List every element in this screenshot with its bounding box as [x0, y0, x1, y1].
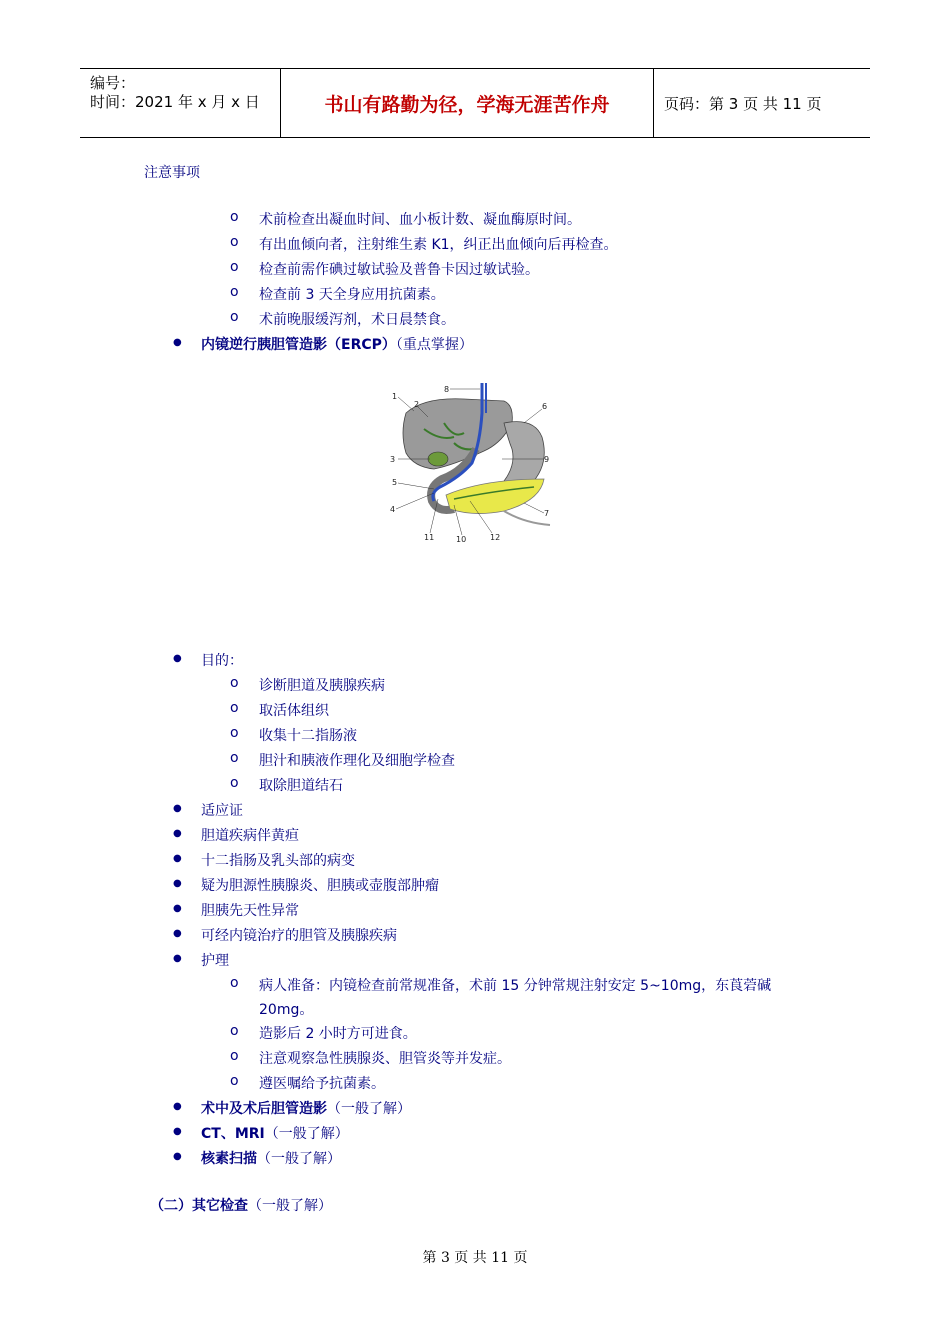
header-left-cell [80, 69, 281, 137]
sub-bullet-icon: o [230, 309, 239, 325]
motto: 书山有路勤为径，学海无涯苦作舟 [281, 69, 654, 137]
figure-label: 5 [392, 478, 398, 487]
figure-label: 8 [444, 385, 450, 394]
date-label: 时间：2021 年 x 月 x 日 [90, 93, 260, 111]
bullet-icon: ● [173, 653, 182, 664]
sub-bullet-icon: o [230, 675, 239, 691]
bullet-icon: ● [173, 1126, 182, 1137]
bullet-icon: ● [173, 878, 182, 889]
list-item: 病人准备：内镜检查前常规准备，术前 15 分钟常规注射安定 5~10mg，东莨菪碱 [259, 978, 772, 994]
section2-heading: （二）其它检查（一般了解） [150, 1198, 332, 1214]
sub-bullet-icon: o [230, 700, 239, 716]
precautions-heading: 注意事项 [144, 165, 200, 181]
sub-bullet-icon: o [230, 750, 239, 766]
sub-bullet-icon: o [230, 975, 239, 991]
gallbladder-shape [428, 452, 448, 466]
list-item: 检查前 3 天全身应用抗菌素。 [259, 287, 445, 303]
list-item: 诊断胆道及胰腺疾病 [259, 678, 385, 694]
bullet-icon: ● [173, 953, 182, 964]
list-item: 造影后 2 小时方可进食。 [259, 1026, 417, 1042]
list-item: 胆汁和胰液作理化及细胞学检查 [259, 753, 455, 769]
list-item: 检查前需作碘过敏试验及普鲁卡因过敏试验。 [259, 262, 539, 278]
figure-label: 7 [544, 509, 550, 518]
sub-bullet-icon: o [230, 1023, 239, 1039]
ercp-note: （重点掌握） [395, 337, 473, 353]
bullet-icon: ● [173, 337, 182, 348]
indications-label: 适应证 [201, 803, 243, 819]
sub-bullet-icon: o [230, 775, 239, 791]
page-footer: 第 3 页 共 11 页 [422, 1250, 528, 1266]
list-item: 术前晚服缓泻剂，术日晨禁食。 [259, 312, 455, 328]
bullet-icon: ● [173, 928, 182, 939]
list-item: 有出血倾向者，注射维生素 K1，纠正出血倾向后再检查。 [259, 237, 618, 253]
figure-label: 10 [456, 535, 467, 543]
ercp-anatomy-figure [384, 383, 552, 543]
sub-bullet-icon: o [230, 1073, 239, 1089]
bullet-icon: ● [173, 1151, 182, 1162]
figure-label: 3 [390, 455, 396, 464]
bullet-icon: ● [173, 1101, 182, 1112]
figure-label: 6 [542, 402, 548, 411]
list-item: 胆胰先天性异常 [201, 903, 299, 919]
figure-label: 4 [390, 505, 396, 514]
sub-bullet-icon: o [230, 259, 239, 275]
header-table [80, 68, 870, 138]
list-item: 十二指肠及乳头部的病变 [201, 853, 355, 869]
list-item: 取活体组织 [259, 703, 329, 719]
bullet-icon: ● [173, 828, 182, 839]
other-item: 术中及术后胆管造影（一般了解） [201, 1101, 411, 1117]
list-item: 术前检查出凝血时间、血小板计数、凝血酶原时间。 [259, 212, 581, 228]
figure-label: 2 [414, 400, 420, 409]
pancreas-shape [446, 479, 544, 514]
page-label: 页码：第 3 页 共 11 页 [664, 94, 822, 113]
sub-bullet-icon: o [230, 284, 239, 300]
list-item: 注意观察急性胰腺炎、胆管炎等并发症。 [259, 1051, 511, 1067]
list-item: 取除胆道结石 [259, 778, 343, 794]
figure-label: 9 [544, 455, 550, 464]
sub-bullet-icon: o [230, 234, 239, 250]
list-item-continued: 20mg。 [259, 1002, 314, 1018]
nursing-label: 护理 [201, 953, 229, 969]
other-item: 核素扫描（一般了解） [201, 1151, 341, 1167]
ercp-title: 内镜逆行胰胆管造影（ERCP） [201, 337, 396, 353]
list-item: 胆道疾病伴黄疸 [201, 828, 299, 844]
number-label: 编号： [90, 74, 136, 92]
ercp-heading [201, 334, 473, 354]
figure-label: 12 [490, 533, 501, 542]
sub-bullet-icon: o [230, 1048, 239, 1064]
bullet-icon: ● [173, 853, 182, 864]
sub-bullet-icon: o [230, 209, 239, 225]
figure-label: 1 [392, 392, 398, 401]
sub-bullet-icon: o [230, 725, 239, 741]
list-item: 遵医嘱给予抗菌素。 [259, 1076, 385, 1092]
purpose-label: 目的： [201, 653, 243, 669]
list-item: 可经内镜治疗的胆管及胰腺疾病 [201, 928, 397, 944]
figure-label: 11 [424, 533, 435, 542]
list-item: 收集十二指肠液 [259, 728, 357, 744]
list-item: 疑为胆源性胰腺炎、胆胰或壶腹部肿瘤 [201, 878, 439, 894]
bullet-icon: ● [173, 803, 182, 814]
other-item: CT、MRI（一般了解） [201, 1126, 349, 1142]
bullet-icon: ● [173, 903, 182, 914]
